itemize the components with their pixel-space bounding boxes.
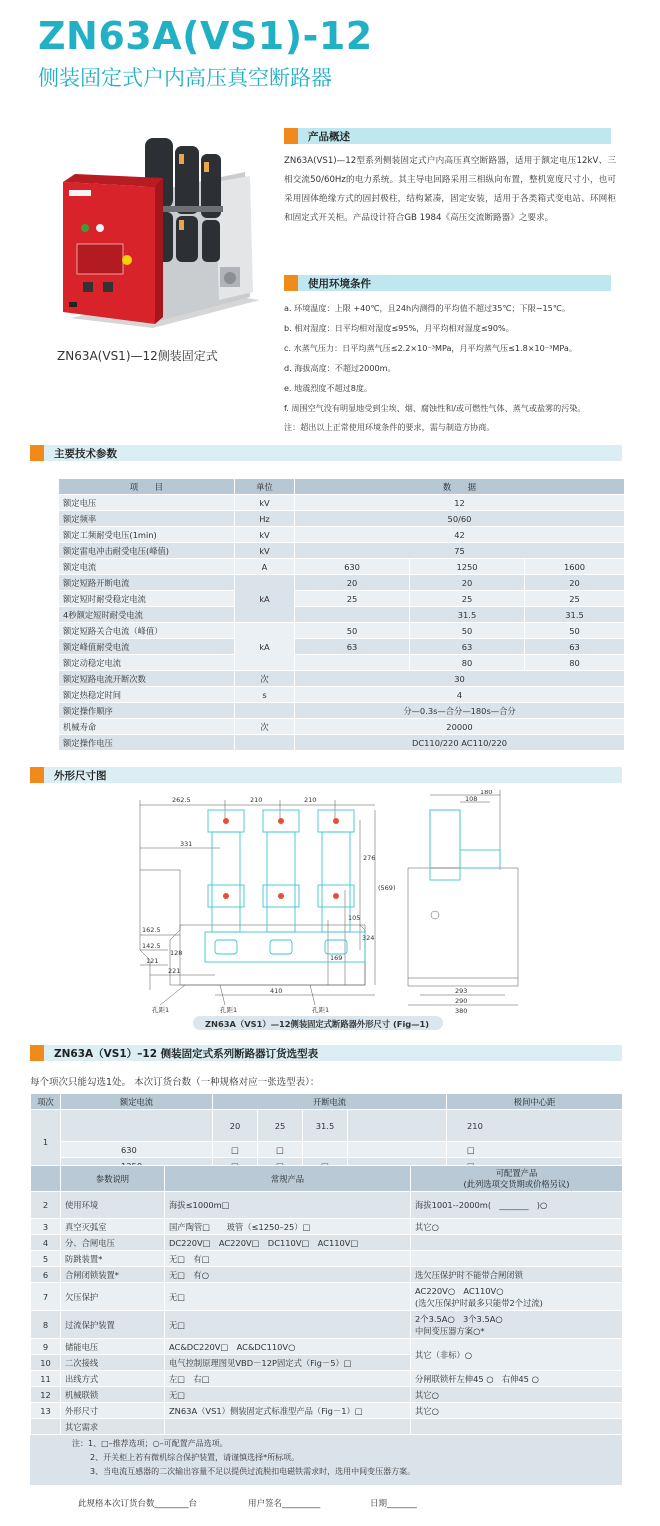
param-unit: s	[235, 687, 295, 703]
param-name: 额定工频耐受电压(1min)	[59, 527, 235, 543]
param-label: 储能电压	[61, 1339, 165, 1355]
dim-169: 169	[330, 954, 343, 962]
page-title: ZN63A(VS1)-12	[38, 14, 373, 58]
break-20: 20	[213, 1110, 258, 1142]
opt-line: AC220V○ AC110V○	[415, 1285, 504, 1296]
blank-cell	[303, 1142, 348, 1158]
dim-hole3: 孔距1	[312, 1006, 330, 1014]
param-name: 额定频率	[59, 511, 235, 527]
table-row	[59, 511, 625, 527]
param-unit: Hz	[235, 511, 295, 527]
param-value: 75	[295, 543, 625, 559]
param-value: 分—0.3s—合分—180s—合分	[295, 703, 625, 719]
dimension-drawing	[120, 790, 550, 1015]
opt-option[interactable]: 分闸联锁杆左伸45 ○ 右伸45 ○	[411, 1371, 623, 1387]
param-value: 50	[525, 623, 625, 639]
dim-105: 105	[348, 914, 361, 922]
item-no: 6	[31, 1267, 61, 1283]
break-31: 31.5	[303, 1110, 348, 1142]
opt-option[interactable]	[411, 1311, 623, 1339]
env-item-c: c. 水蒸气压力：日平均蒸气压≤2.2×10⁻³MPa，月平均蒸气压≤1.8×10⁻³MPa。	[284, 343, 577, 353]
product-caption: ZN63A(VS1)—12侧装固定式	[57, 349, 218, 363]
sign-qty[interactable]: 此规格本次订货台数________台	[78, 1499, 198, 1509]
param-value: 1600	[525, 559, 625, 575]
order-col-std: 常规产品	[165, 1166, 411, 1192]
dim-142: 142.5	[142, 942, 161, 950]
std-option[interactable]: 电气控制原理图见VBD－12P固定式（Fig－5）□	[165, 1355, 411, 1371]
dim-276: 276	[363, 854, 376, 862]
dim-410: 410	[270, 987, 283, 995]
note-2: 2、开关柜上若有微机综合保护装置，请谨慎选择*所标项。	[90, 1453, 300, 1462]
param-value	[295, 607, 410, 623]
order-col-no: 项次	[31, 1094, 61, 1110]
dim-hole1: 孔距1	[152, 1006, 170, 1014]
std-option[interactable]: 无□ 有□	[165, 1251, 411, 1267]
environment-heading: 使用环境条件	[308, 278, 371, 290]
param-value: 12	[295, 495, 625, 511]
item-no: 3	[31, 1219, 61, 1235]
dim-128: 128	[170, 949, 183, 957]
param-unit: 次	[235, 719, 295, 735]
dim-290: 290	[455, 997, 468, 1005]
sign-user[interactable]: 用户签名_________	[248, 1499, 321, 1509]
dim-262: 262.5	[172, 796, 191, 804]
table-row	[59, 607, 625, 623]
param-label: 合闸闭锁装置*	[61, 1267, 165, 1283]
opt-option[interactable]: 其它○	[411, 1219, 623, 1235]
param-name: 额定短路开断电流	[59, 575, 235, 591]
order-col-opt-line2: (此列选项交货期或价格另议)	[463, 1178, 570, 1189]
param-value: 50/60	[295, 511, 625, 527]
std-option[interactable]: 无□ 有○	[165, 1267, 411, 1283]
opt-option[interactable]	[411, 1235, 623, 1251]
env-item-a: a. 环境温度：上限 +40℃，且24h内测得的平均值不超过35℃；下限−15℃。	[284, 303, 570, 313]
dim-180: 180	[480, 790, 493, 796]
param-value: 4	[295, 687, 625, 703]
order-col-opt-line1: 可配置产品	[495, 1167, 538, 1178]
param-name: 额定峰值耐受电流	[59, 639, 235, 655]
std-option[interactable]: DC220V□ AC220V□ DC110V□ AC110V□	[165, 1235, 411, 1251]
param-value	[295, 655, 410, 671]
blank-cell	[348, 1110, 447, 1142]
item-no: 2	[31, 1192, 61, 1219]
orange-marker	[30, 445, 44, 461]
table-row	[59, 559, 625, 575]
param-name: 额定短路电流开断次数	[59, 671, 235, 687]
param-name: 额定电压	[59, 495, 235, 511]
table-row	[59, 703, 625, 719]
param-value: 20	[295, 575, 410, 591]
std-option[interactable]: 海拔≤1000m□	[165, 1192, 411, 1219]
dim-380: 380	[455, 1007, 468, 1015]
param-value: 20	[410, 575, 525, 591]
item-no: 11	[31, 1371, 61, 1387]
param-label: 过流保护装置	[61, 1311, 165, 1339]
sign-date[interactable]: 日期_______	[370, 1499, 417, 1509]
table-row	[59, 527, 625, 543]
checkbox[interactable]: □	[258, 1142, 303, 1158]
param-unit: kA	[235, 575, 295, 623]
param-name: 机械寿命	[59, 719, 235, 735]
param-name: 额定动稳定电流	[59, 655, 235, 671]
orange-marker	[284, 128, 298, 144]
table-row	[59, 735, 625, 751]
table-row	[59, 639, 625, 655]
table-row	[59, 543, 625, 559]
param-label: 真空灭弧室	[61, 1219, 165, 1235]
dimensions-heading-bar	[30, 767, 622, 783]
checkbox[interactable]: □	[213, 1142, 258, 1158]
current-630: 630	[61, 1142, 213, 1158]
param-value: 50	[410, 623, 525, 639]
table-row	[59, 575, 625, 591]
item-no: 12	[31, 1387, 61, 1403]
std-option[interactable]	[165, 1419, 411, 1435]
env-note: 注：超出以上正常使用环境条件的要求，需与制造方协商。	[284, 422, 495, 432]
item-no: 5	[31, 1251, 61, 1267]
std-option[interactable]: 无□	[165, 1311, 411, 1339]
param-unit: 次	[235, 671, 295, 687]
std-option[interactable]: AC&DC220V□ AC&DC110V○	[165, 1339, 411, 1355]
dim-324: 324	[362, 934, 375, 942]
dim-121: 121	[146, 957, 159, 965]
opt-option[interactable]: 海拔1001--2000m( _______ )○	[411, 1192, 623, 1219]
blank-cell	[31, 1166, 61, 1192]
order-notes	[30, 1435, 622, 1485]
env-item-d: d. 海拔高度：不超过2000m。	[284, 363, 396, 373]
param-label: 机械联锁	[61, 1387, 165, 1403]
pitch-210: 210	[447, 1110, 623, 1142]
param-value: DC110/220 AC110/220	[295, 735, 625, 751]
product-photo	[55, 132, 265, 337]
orange-marker	[284, 275, 298, 291]
std-option[interactable]: 国产陶管□ 玻管（≤1250–25）□	[165, 1219, 411, 1235]
opt-option[interactable]: 其它○	[411, 1403, 623, 1419]
dim-569: (569)	[378, 884, 396, 892]
param-value: 25	[295, 591, 410, 607]
param-label: 外形尺寸	[61, 1403, 165, 1419]
order-col-pitch: 极间中心距	[447, 1094, 623, 1110]
param-unit: kA	[235, 623, 295, 671]
param-name: 额定操作电压	[59, 735, 235, 751]
param-label: 分、合闸电压	[61, 1235, 165, 1251]
item-no: 1	[31, 1110, 61, 1174]
tech-col-item: 项 目	[59, 479, 235, 495]
dimension-caption-text: ZN63A（VS1）—12侧装固定式断路器外形尺寸 (Fig—1)	[205, 1019, 430, 1029]
param-name: 额定雷电冲击耐受电压(峰值)	[59, 543, 235, 559]
table-row	[59, 719, 625, 735]
table-row	[59, 671, 625, 687]
dim-210a: 210	[250, 796, 263, 804]
opt-line: 2个3.5A○ 3个3.5A○	[415, 1313, 503, 1324]
param-value: 20000	[295, 719, 625, 735]
env-item-f: f. 周围空气没有明显地受到尘埃、烟、腐蚀性和/或可燃性气体、蒸气或盐雾的污染。	[284, 403, 586, 413]
param-value: 80	[410, 655, 525, 671]
opt-option[interactable]	[411, 1283, 623, 1311]
param-name: 4秒额定短时耐受电流	[59, 607, 235, 623]
param-unit: kV	[235, 495, 295, 511]
param-label: 使用环境	[61, 1192, 165, 1219]
param-value: 1250	[410, 559, 525, 575]
opt-line: 中间变压器方案○*	[415, 1325, 485, 1336]
order-col-opt	[411, 1166, 623, 1192]
param-unit: kV	[235, 543, 295, 559]
std-option[interactable]: 无□	[165, 1387, 411, 1403]
env-item-e: e. 地震烈度不超过8度。	[284, 383, 373, 393]
param-name: 额定操作顺序	[59, 703, 235, 719]
environment-heading-bar	[284, 275, 611, 291]
std-option[interactable]: ZN63A（VS1）侧装固定式标准型产品（Fig－1）□	[165, 1403, 411, 1419]
param-value: 42	[295, 527, 625, 543]
param-value: 25	[525, 591, 625, 607]
order-col-param: 参数说明	[61, 1166, 165, 1192]
tech-col-unit: 单位	[235, 479, 295, 495]
order-heading: ZN63A（VS1）–12 侧装固定式系列断路器订货选型表	[54, 1048, 319, 1060]
item-no: 4	[31, 1235, 61, 1251]
opt-option[interactable]	[411, 1419, 623, 1435]
param-name: 额定短路关合电流（峰值）	[59, 623, 235, 639]
table-row	[59, 687, 625, 703]
param-value: 63	[295, 639, 410, 655]
blank-cell	[61, 1110, 213, 1142]
opt-option[interactable]	[411, 1251, 623, 1267]
table-row	[59, 495, 625, 511]
table-row	[59, 655, 625, 671]
param-unit: A	[235, 559, 295, 575]
param-value: 63	[410, 639, 525, 655]
param-value: 630	[295, 559, 410, 575]
dim-221: 221	[168, 967, 181, 975]
order-heading-bar	[30, 1045, 622, 1061]
item-no: 9	[31, 1339, 61, 1355]
tech-col-data: 数 据	[295, 479, 625, 495]
order-col-break: 开断电流	[213, 1094, 447, 1110]
param-unit	[235, 703, 295, 719]
checkbox[interactable]: □	[447, 1142, 623, 1158]
page-subtitle: 侧装固定式户内高压真空断路器	[38, 66, 332, 90]
opt-option[interactable]: 其它（非标）○	[411, 1339, 623, 1371]
dimensions-heading: 外形尺寸图	[54, 770, 107, 782]
order-col-current: 额定电流	[61, 1094, 213, 1110]
order-intro: 每个项次只能勾选1处。 本次订货台数（一种规格对应一张选型表）：	[30, 1077, 320, 1088]
tech-table	[58, 478, 625, 751]
param-value: 25	[410, 591, 525, 607]
param-name: 额定电流	[59, 559, 235, 575]
param-label: 防跳装置*	[61, 1251, 165, 1267]
std-option[interactable]: 左□ 右□	[165, 1371, 411, 1387]
order-table-current	[30, 1093, 623, 1174]
item-no: 10	[31, 1355, 61, 1371]
param-label: 欠压保护	[61, 1283, 165, 1311]
param-unit	[235, 735, 295, 751]
param-value: 31.5	[525, 607, 625, 623]
dim-331: 331	[180, 840, 193, 848]
param-unit: kV	[235, 527, 295, 543]
orange-marker	[30, 1045, 44, 1061]
orange-marker	[30, 767, 44, 783]
overview-heading-bar	[284, 128, 611, 144]
item-no: 7	[31, 1283, 61, 1311]
dim-210b: 210	[304, 796, 317, 804]
item-no: 8	[31, 1311, 61, 1339]
opt-option[interactable]: 其它○	[411, 1387, 623, 1403]
std-option[interactable]: 无□	[165, 1283, 411, 1311]
item-no: 13	[31, 1403, 61, 1419]
opt-option: 选欠压保护时不能带合闸闭锁	[411, 1267, 623, 1283]
item-no	[31, 1419, 61, 1435]
blank-cell	[348, 1142, 447, 1158]
param-label: 二次接线	[61, 1355, 165, 1371]
table-row	[59, 591, 625, 607]
order-table-params	[30, 1165, 623, 1435]
note-1: 注：1、□–推荐选项；○–可配置产品选项。	[72, 1439, 228, 1448]
overview-text: ZN63A(VS1)—12型系列侧装固定式户内高压真空断路器，适用于额定电压12kV、三相交流50/60Hz的电力系统。其主导电回路采用三相纵向布置，整机宽度尺寸小，也可采用固体绝缘方式的固封极柱，结构紧凑，固定安装，适用于各类箱式变电站、环网柜和固定式开关柜。产品设计符合GB 1984《高压交流断路器》之要求。	[284, 156, 616, 223]
break-25: 25	[258, 1110, 303, 1142]
param-label: 出线方式	[61, 1371, 165, 1387]
opt-line: (选欠压保护时最多只能带2个过流)	[415, 1297, 543, 1308]
param-name: 额定短时耐受稳定电流	[59, 591, 235, 607]
param-label: 其它需求	[61, 1419, 165, 1435]
note-3: 3、当电流互感器的二次输出容量不足以提供过流脱扣电磁铁需求时，选用中间变压器方案。	[90, 1467, 416, 1476]
param-value: 20	[525, 575, 625, 591]
dim-162: 162.5	[142, 926, 161, 934]
dim-293: 293	[455, 987, 468, 995]
tech-heading-bar	[30, 445, 622, 461]
tech-heading: 主要技术参数	[54, 448, 117, 460]
param-value: 50	[295, 623, 410, 639]
dim-108: 108	[465, 795, 478, 803]
param-name: 额定热稳定时间	[59, 687, 235, 703]
param-value: 31.5	[410, 607, 525, 623]
dim-hole2: 孔距1	[220, 1006, 238, 1014]
overview-heading: 产品概述	[308, 131, 350, 143]
env-item-b: b. 相对湿度：日平均相对湿度≤95%，月平均相对湿度≤90%。	[284, 323, 514, 333]
param-value: 30	[295, 671, 625, 687]
table-row	[59, 623, 625, 639]
param-value: 63	[525, 639, 625, 655]
param-value: 80	[525, 655, 625, 671]
